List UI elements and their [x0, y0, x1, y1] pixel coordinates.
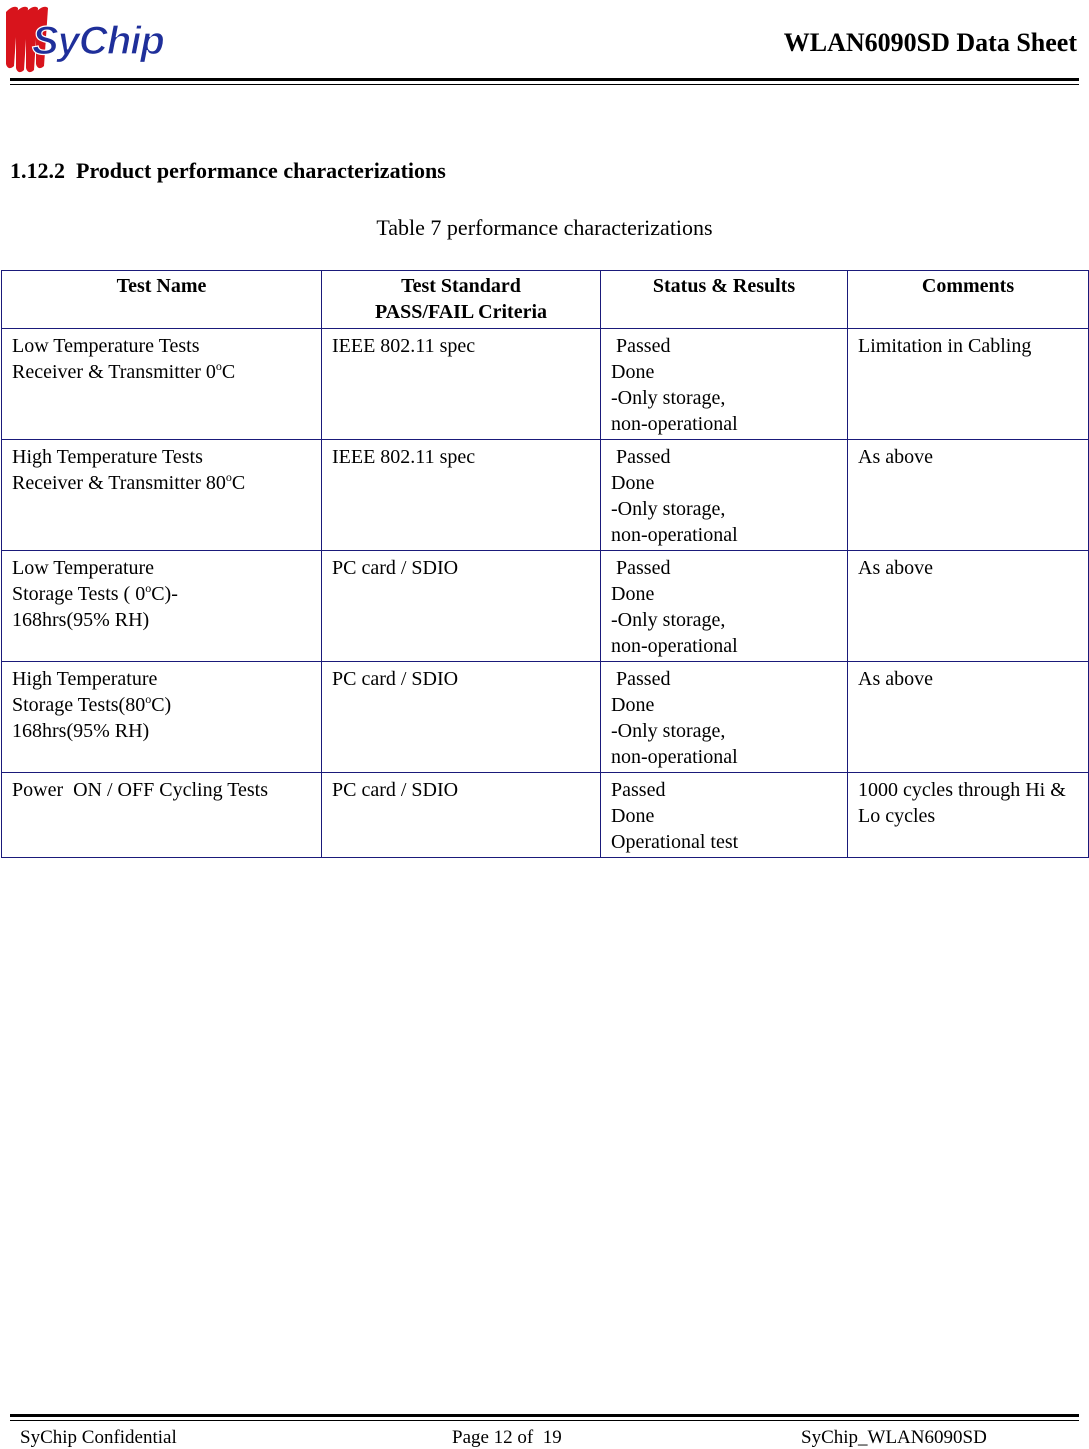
test-standard-cell: IEEE 802.11 spec	[322, 440, 601, 551]
column-header-test-name: Test Name	[2, 271, 322, 329]
status-cell: Passed Done -Only storage, non-operational	[601, 551, 848, 662]
comment-cell: As above	[848, 551, 1089, 662]
section-heading	[10, 158, 446, 184]
test-standard-cell: PC card / SDIO	[322, 551, 601, 662]
comment-cell: As above	[848, 662, 1089, 773]
column-header-test-standard: Test Standard PASS/FAIL Criteria	[322, 271, 601, 329]
test-standard-cell: PC card / SDIO	[322, 773, 601, 858]
performance-table	[1, 270, 1089, 858]
table-row	[2, 329, 1089, 440]
table-row	[2, 773, 1089, 858]
table-row	[2, 662, 1089, 773]
status-cell: Passed Done -Only storage, non-operational	[601, 662, 848, 773]
status-cell: Passed Done Operational test	[601, 773, 848, 858]
test-standard-cell: PC card / SDIO	[322, 662, 601, 773]
logo-wordmark: SyChip	[32, 19, 164, 63]
header-rule	[10, 78, 1079, 81]
test-name-cell: Low Temperature Tests Receiver & Transmitter 0$^o$C	[2, 329, 322, 440]
table-header-row	[2, 271, 1089, 329]
footer-rule-thin	[10, 1420, 1079, 1421]
table-caption: Table 7 performance characterizations	[376, 215, 713, 240]
comment-cell: 1000 cycles through Hi & Lo cycles	[848, 773, 1089, 858]
table-row	[2, 551, 1089, 662]
comment-cell: Limitation in Cabling	[848, 329, 1089, 440]
sychip-logo	[4, 4, 230, 74]
footer-confidential: SyChip Confidential	[20, 1427, 177, 1448]
section-title: Product performance characterizations	[76, 158, 446, 183]
column-header-comments: Comments	[848, 271, 1089, 329]
document-title: WLAN6090SD Data Sheet	[783, 28, 1077, 57]
test-name-cell: Low Temperature Storage Tests ( 0$^o$C)- 168hrs(95% RH)	[2, 551, 322, 662]
header-rule-thin	[10, 84, 1079, 85]
table-row	[2, 440, 1089, 551]
footer-page-number: Page 12 of 19	[452, 1427, 562, 1448]
test-name-cell: High Temperature Tests Receiver & Transmitter 80$^o$C	[2, 440, 322, 551]
section-number: 1.12.2	[10, 158, 65, 183]
status-cell: Passed Done -Only storage, non-operational	[601, 440, 848, 551]
status-cell: Passed Done -Only storage, non-operational	[601, 329, 848, 440]
comment-cell: As above	[848, 440, 1089, 551]
column-header-status: Status & Results	[601, 271, 848, 329]
test-name-cell: Power ON / OFF Cycling Tests	[2, 773, 322, 858]
test-standard-cell: IEEE 802.11 spec	[322, 329, 601, 440]
test-name-cell: High Temperature Storage Tests(80$^o$C) 168hrs(95% RH)	[2, 662, 322, 773]
footer-rule	[10, 1414, 1079, 1417]
footer-doc-id: SyChip_WLAN6090SD	[801, 1427, 987, 1448]
